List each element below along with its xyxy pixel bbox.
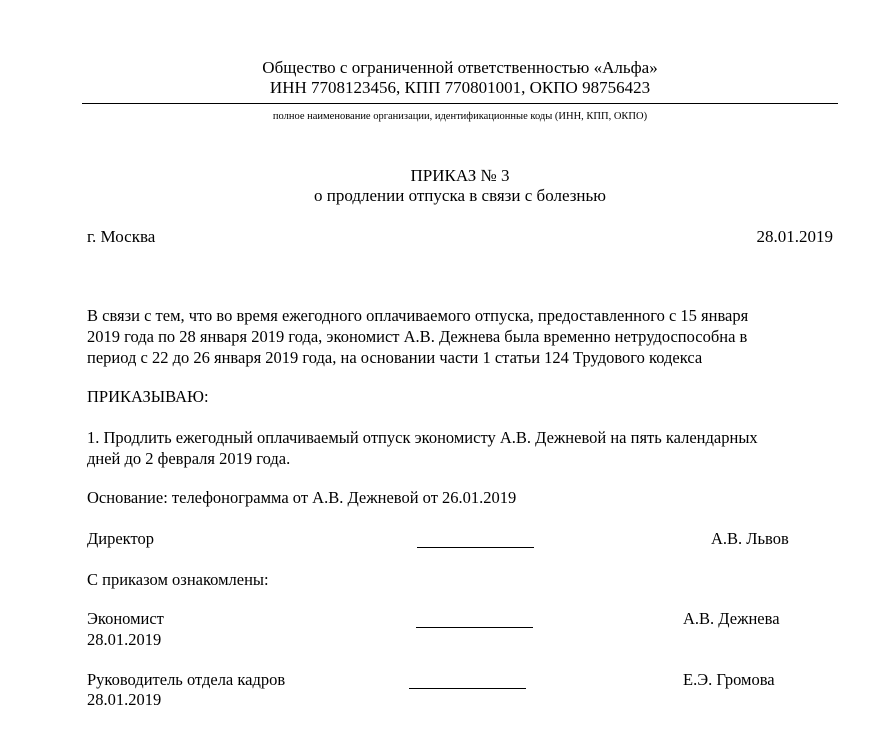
acquainted-heading: С приказом ознакомлены: [87,570,269,589]
order-title: ПРИКАЗ № 3 [410,166,510,185]
director-signature-line [417,547,534,548]
order-basis: Основание: телефонограмма от А.В. Дежневой от 26.01.2019 [87,488,517,507]
item-line: 1. Продлить ежегодный оплачиваемый отпуск экономисту А.В. Дежневой на пять календарных [87,428,758,447]
employee-name: А.В. Дежнева [683,609,780,628]
header-divider [82,103,838,104]
hr-title: Руководитель отдела кадров [87,670,286,689]
order-city: г. Москва [87,227,156,246]
hr-signature-line [409,688,526,689]
hr-name: Е.Э. Громова [683,670,775,689]
director-name: А.В. Львов [711,529,789,548]
intro-paragraph [87,305,817,368]
order-word: ПРИКАЗЫВАЮ: [87,387,209,406]
employee-signature-line [416,627,533,628]
director-title: Директор [87,529,154,548]
intro-line: 2019 года по 28 января 2019 года, экономист А.В. Дежнева была временно нетрудоспособна в [87,327,748,346]
intro-line: период с 22 до 26 января 2019 года, на основании части 1 статьи 124 Трудового кодекса [87,348,703,367]
organization-codes: ИНН 7708123456, КПП 770801001, ОКПО 98756423 [269,78,651,97]
employee-date: 28.01.2019 [87,630,162,649]
organization-name: Общество с ограниченной ответственностью «Альфа» [262,58,658,77]
item-line: дней до 2 февраля 2019 года. [87,449,291,468]
hr-date: 28.01.2019 [87,690,162,709]
order-date: 28.01.2019 [756,227,833,246]
employee-title: Экономист [87,609,164,628]
header-caption: полное наименование организации, идентификационные коды (ИНН, КПП, ОКПО) [272,111,648,122]
intro-line: В связи с тем, что во время ежегодного оплачиваемого отпуска, предоставленного с 15 января [87,306,749,325]
order-item [87,427,817,469]
order-subtitle: о продлении отпуска в связи с болезнью [314,186,606,205]
